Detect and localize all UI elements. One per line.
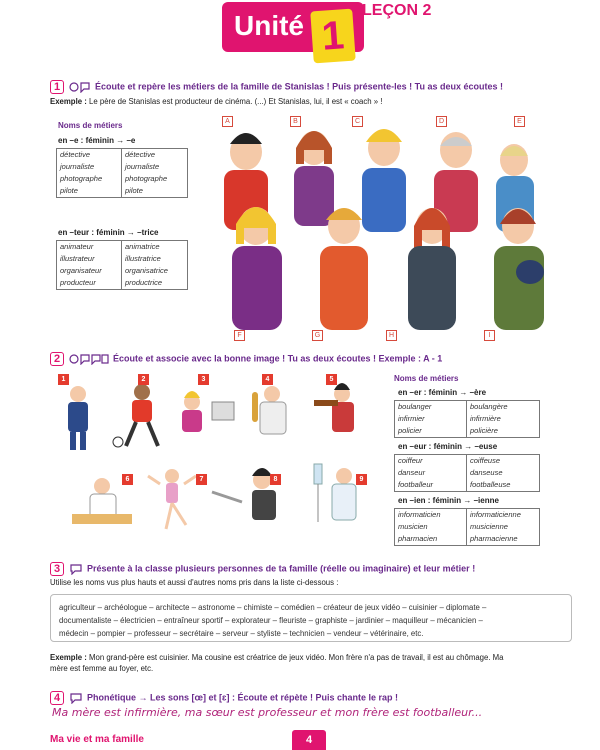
table-cell: musicienne <box>470 522 508 531</box>
section3-example-line1: Mon grand-père est cuisinier. Ma cousine est créatrice de jeux vidéo. Mon frère n'a pas de travail, il est au chômage. Ma <box>89 653 504 662</box>
lecon-label: LEÇON 2 <box>362 2 432 19</box>
letter-tag-f: F <box>234 330 245 341</box>
table-row <box>395 425 539 437</box>
person-f <box>232 207 282 330</box>
table-row <box>395 401 539 413</box>
table-cell: pilote <box>125 186 143 195</box>
job-2-footballer <box>113 384 158 447</box>
section1-example <box>50 97 382 106</box>
table-cell: coiffeur <box>395 455 467 467</box>
section2-instruction-text: Écoute et associe avec la bonne image ! Tu as deux écoutes ! Exemple : A - 1 <box>113 353 443 364</box>
table-cell: pharmacienne <box>470 534 518 543</box>
section1-rule1: en –e : féminin → –e <box>58 136 136 145</box>
jobs-illustration <box>52 372 382 542</box>
table-row <box>57 277 187 289</box>
number-tag-5: 5 <box>326 374 337 385</box>
table-cell: journaliste <box>57 161 122 173</box>
section3-example-label: Exemple : <box>50 653 87 662</box>
number-tag-4: 4 <box>262 374 273 385</box>
section1-table1 <box>56 148 188 198</box>
table-cell: boulanger <box>395 401 467 413</box>
table-cell: producteur <box>57 277 122 289</box>
table-row <box>395 467 539 479</box>
job-4-boulanger <box>252 386 286 434</box>
section1-example-label: Exemple : <box>50 97 87 106</box>
unite-badge: Unité <box>222 2 364 52</box>
letter-tag-h: H <box>386 330 397 341</box>
person-b <box>294 131 334 226</box>
table-cell: pilote <box>57 185 122 197</box>
table-cell: pharmacien <box>395 533 467 545</box>
word-list-line: agriculteur – archéologue – architecte – astronome – chimiste – comédien – créateur de jeux vidéo – cuisinier – diplomate – <box>59 603 487 612</box>
section2-rule3: en –ien : féminin → –ienne <box>398 496 499 505</box>
section3-example <box>50 652 580 674</box>
table-row <box>395 533 539 545</box>
table-cell: journaliste <box>125 162 160 171</box>
job-5-musicien <box>314 383 354 432</box>
table-cell: photographe <box>57 173 122 185</box>
headphones-icon <box>69 81 91 93</box>
number-tag-9: 9 <box>356 474 367 485</box>
section2-table1 <box>394 400 540 438</box>
number-tag-8: 8 <box>270 474 281 485</box>
section4-number: 4 <box>50 691 64 705</box>
person-h <box>408 208 456 330</box>
table-cell: organisateur <box>57 265 122 277</box>
table-row <box>57 149 187 161</box>
letter-tag-a: A <box>222 116 233 127</box>
section1-instruction <box>50 80 590 94</box>
section1-rule2: en –teur : féminin → –trice <box>58 228 159 237</box>
unite-number: 1 <box>310 9 356 64</box>
table-cell: boulangère <box>470 402 508 411</box>
table-cell: infirmière <box>470 414 501 423</box>
footer-title: Ma vie et ma famille <box>50 734 144 745</box>
table-cell: policière <box>470 426 498 435</box>
table-row <box>57 241 187 253</box>
table-cell: photographe <box>125 174 168 183</box>
word-list-line: documentaliste – électricien – entraîneur sportif – explorateur – fleuriste – graphiste – jardinier – maquilleur – mécanicien – <box>59 616 483 625</box>
number-tag-2: 2 <box>138 374 149 385</box>
letter-tag-c: C <box>352 116 363 127</box>
letter-tag-d: D <box>436 116 447 127</box>
person-g <box>320 208 368 330</box>
table-row <box>395 413 539 425</box>
table-cell: animatrice <box>125 242 160 251</box>
section1-box-title: Noms de métiers <box>58 121 123 130</box>
table-cell: danseur <box>395 467 467 479</box>
table-cell: productrice <box>125 278 163 287</box>
job-8-coiffeur <box>212 468 276 520</box>
section2-rule2: en –eur : féminin → –euse <box>398 442 498 451</box>
job-3-informaticien <box>182 391 234 432</box>
letter-tag-b: B <box>290 116 301 127</box>
table-row <box>57 253 187 265</box>
table-cell: coiffeuse <box>470 456 501 465</box>
table-row <box>395 509 539 521</box>
section2-box-title: Noms de métiers <box>394 374 459 383</box>
section4-instruction <box>50 691 590 705</box>
section2-table3 <box>394 508 540 546</box>
section2-instruction <box>50 352 590 366</box>
table-row <box>57 173 187 185</box>
table-cell: informaticienne <box>470 510 521 519</box>
job-9-infirmier <box>314 464 356 522</box>
section2-table2 <box>394 454 540 492</box>
table-row <box>395 479 539 491</box>
section3-number: 3 <box>50 562 64 576</box>
table-cell: organisatrice <box>125 266 168 275</box>
table-row <box>395 521 539 533</box>
table-cell: footballeuse <box>470 480 511 489</box>
table-cell: danseuse <box>470 468 503 477</box>
table-cell: policier <box>395 425 467 437</box>
section3-instruction <box>50 562 590 576</box>
section1-table2 <box>56 240 188 290</box>
table-cell: musicien <box>395 521 467 533</box>
family-illustration <box>196 114 576 346</box>
word-list-box <box>50 594 572 642</box>
table-cell: illustrateur <box>57 253 122 265</box>
table-cell: informaticien <box>395 509 467 521</box>
number-tag-1: 1 <box>58 374 69 385</box>
speech-bubble-icon <box>69 692 83 704</box>
word-list-line: médecin – pompier – professeur – secrétaire – serveur – styliste – technicien – vendeur – vétérinaire, etc. <box>59 629 424 638</box>
job-7-danseur <box>148 469 196 529</box>
job-1-police <box>68 386 88 450</box>
table-cell: illustratrice <box>125 254 161 263</box>
letter-tag-e: E <box>514 116 525 127</box>
number-tag-6: 6 <box>122 474 133 485</box>
number-tag-7: 7 <box>196 474 207 485</box>
table-cell: infirmier <box>395 413 467 425</box>
headphones-icon <box>69 353 109 365</box>
table-row <box>57 265 187 277</box>
table-cell: footballeur <box>395 479 467 491</box>
rap-text: Ma mère est infirmière, ma sœur est professeur et mon frère est footballeur... <box>52 706 483 719</box>
number-tag-3: 3 <box>198 374 209 385</box>
section2-number: 2 <box>50 352 64 366</box>
table-row <box>395 455 539 467</box>
section4-instruction-text: Phonétique → Les sons [œ] et [ɛ] : Écoute et répète ! Puis chante le rap ! <box>87 692 399 703</box>
letter-tag-g: G <box>312 330 323 341</box>
table-row <box>57 185 187 197</box>
section1-example-text: Le père de Stanislas est producteur de cinéma. (...) Et Stanislas, lui, il est « coach » ! <box>89 97 383 106</box>
speech-bubble-icon <box>69 563 83 575</box>
person-c <box>362 129 406 232</box>
section2-rule1: en –er : féminin → –ère <box>398 388 487 397</box>
table-cell: détective <box>57 149 122 161</box>
table-cell: animateur <box>57 241 122 253</box>
section3-example-line2: mère est femme au foyer, etc. <box>50 664 154 673</box>
section3-instruction-text: Présente à la classe plusieurs personnes de ta famille (réelle ou imaginaire) et leur métier ! <box>87 563 476 574</box>
section3-subtitle: Utilise les noms vus plus hauts et aussi d'autres noms pris dans la liste ci-dessous : <box>50 578 339 587</box>
section1-number: 1 <box>50 80 64 94</box>
page-header <box>0 0 600 70</box>
section1-instruction-text: Écoute et repère les métiers de la famille de Stanislas ! Puis présente-les ! Tu as deux écoutes ! <box>95 81 504 92</box>
letter-tag-i: I <box>484 330 495 341</box>
table-row <box>57 161 187 173</box>
table-cell: détective <box>125 150 156 159</box>
page-number: 4 <box>292 730 326 750</box>
